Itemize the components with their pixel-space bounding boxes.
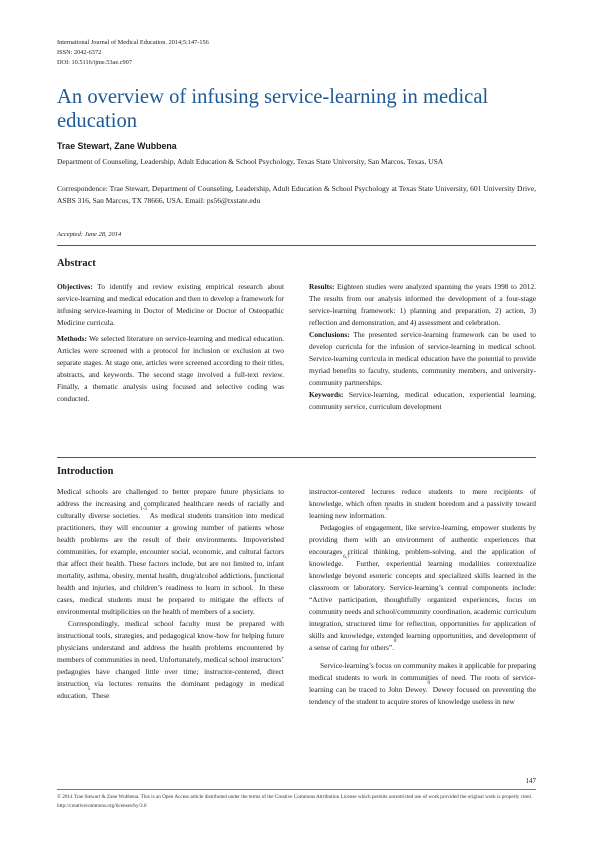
accepted-date: Accepted: June 28, 2014 xyxy=(57,231,122,238)
paragraph-text: As medical students transition into medical practitioners, they will encounter a growing number of patients whose health problems are the result of their environments. Impoverished communities, for example, encounter social, economic, and cultural factors that affect their health. These factors include, but are not limited to, infant mortality, asthma, obesity, mental health, drug/alcohol addictions, functional health and injuries, and children’s readiness to learn in school. xyxy=(57,511,284,592)
citation-ref[interactable]: 9 xyxy=(427,681,430,686)
abstract-heading: Abstract xyxy=(57,258,96,269)
paragraph-text: Service-learning’s focus on community makes it applicable for preparing medical students to work in communities of need. The roots of service-learning can be traced to John Dewey. xyxy=(309,661,536,694)
citation-ref[interactable]: 6 xyxy=(385,507,389,512)
intro-right-column xyxy=(309,486,536,708)
methods-text: We selected literature on service-learning and medical education. Articles were screened with a protocol for inclusion or exclusion at two separate stages. At stage one, articles were screened according to their titles, abstracts, and keywords. The second stage involved a full-text review. Finally, a thematic analysis using focused and selective coding was conducted. xyxy=(57,334,285,403)
intro-paragraph xyxy=(57,486,284,618)
paragraph-text: instructor-centered lectures reduce students to mere recipients of knowledge, which often results in student boredom and a passivity toward learning new information. xyxy=(309,487,536,520)
paragraph-text: Correspondingly, medical school faculty must be prepared with instructional tools, strategies, and pedagogical know-how for helping future physicians understand and address the health problems encountered by members of communities in need. Unfortunately, medical school instructors’ pedagogies have changed little over time; instructor-centered, direct instruction via lectures remains the dominant pedagogy in medical education. xyxy=(57,619,284,700)
article-title: An overview of infusing service-learning in medical education xyxy=(57,86,489,132)
methods-label: Methods: xyxy=(57,334,87,343)
paragraph-text: Pedagogies of engagement, like service-learning, empower students by providing them with an environment of authentic experiences that encourages critical thinking, problem-solving, and the application of knowledge. xyxy=(309,523,536,568)
intro-paragraph xyxy=(309,522,536,654)
section-divider xyxy=(57,457,536,458)
conclusions-text: The presented service-learning framework can be used to develop curricula for the infusion of service-learning in medical school. Service-learning curricula in medical education have the potential to provide myriad benefits to faculty, students, community members, and university-community partnerships. xyxy=(309,330,537,387)
abstract-conclusions xyxy=(309,329,536,389)
conclusions-label: Conclusions: xyxy=(309,330,350,339)
abstract-keywords xyxy=(309,389,536,413)
citation-ref[interactable]: 1-3 xyxy=(140,507,147,512)
objectives-text: To identify and review existing empirical research about service-learning and medical education and then to develop a framework for infusing service-learning in Doctor of Medicine or Doctor of Osteopathic Medicine curricula. xyxy=(57,282,284,327)
page-number: 147 xyxy=(525,777,536,785)
abstract-left-column xyxy=(57,281,284,405)
section-divider xyxy=(57,245,536,246)
journal-citation: International Journal of Medical Education. 2014;5:147-156 xyxy=(57,39,209,46)
journal-meta xyxy=(57,38,209,68)
intro-paragraph xyxy=(309,660,536,708)
results-text: Eighteen studies were analyzed spanning the years 1998 to 2012. The results from our analysis informed the development of a four-stage service-learning framework: 1) planning and preparation, 2) action, 3) reflection and demonstration, and 4) assessment and celebration. xyxy=(309,282,537,327)
article-page xyxy=(57,0,536,842)
journal-issn: ISSN: 2042-6372 xyxy=(57,49,102,56)
author-affiliation: Department of Counseling, Leadership, Adult Education & School Psychology, Texas State University, San Marcos, Texas, USA xyxy=(57,157,444,166)
keywords-label: Keywords: xyxy=(309,390,344,399)
paragraph-text: Further, experiential learning modalities contextualize knowledge beyond esoteric concepts and specialized skills learned in the classroom or laboratory. Service-learning’s central components include: “Active participation, thoughtfully organized experiences, focus on community needs and school/community coordination, academic curriculum integration, structured time for reflection, opportunities for application of skills and knowledge, extended learning opportunities, and development of a sense of caring for others”. xyxy=(309,559,536,652)
footer-divider xyxy=(57,789,536,790)
article-authors: Trae Stewart, Zane Wubbena xyxy=(57,141,177,151)
journal-doi[interactable]: DOI: 10.5116/ijme.53ae.c907 xyxy=(57,59,132,66)
abstract-results xyxy=(309,281,536,329)
correspondence: Correspondence: Trae Stewart, Department of Counseling, Leadership, Adult Education & School Psychology at Texas State University, 601 University Drive, ASBS 316, San Marcos, TX 78666, USA. Email: ps56@txstate.edu xyxy=(57,184,536,205)
keywords-text: Service-learning, medical education, experiential learning, community service, curriculum development xyxy=(309,390,536,411)
paragraph-text: These xyxy=(90,691,110,700)
introduction-heading: Introduction xyxy=(57,466,114,477)
citation-ref[interactable]: 5 xyxy=(87,687,91,692)
intro-paragraph xyxy=(57,618,284,702)
intro-left-column xyxy=(57,486,284,702)
citation-ref[interactable]: 6,7 xyxy=(343,555,350,560)
objectives-label: Objectives: xyxy=(57,282,93,291)
paragraph-text: Medical schools are challenged to better prepare future physicians to address the increasing and complicated healthcare needs of racially and culturally diverse societies. xyxy=(57,487,284,520)
citation-ref[interactable]: 4 xyxy=(253,579,257,584)
results-label: Results: xyxy=(309,282,335,291)
intro-paragraph xyxy=(309,486,536,522)
abstract-right-column xyxy=(309,281,536,413)
abstract-methods xyxy=(57,333,284,405)
paragraph-text: In these cases, medical students must be prepared to mitigate the effects of environmental multiplicities on the health of members of a society. xyxy=(57,583,284,616)
paragraph-text: Dewey focused on preventing the tendency of the student to acquire stores of knowledge useless in new xyxy=(309,685,537,706)
citation-ref[interactable]: 8 xyxy=(393,639,397,644)
license-footer: © 2014 Trae Stewart & Zane Wubbena. This is an Open Access article distributed under the terms of the Creative Commons Attribution License which permits unrestricted use of work provided the original work is properly cited. http://creativecommons.org/licenses/by/3.0 xyxy=(57,794,533,809)
abstract-objectives xyxy=(57,281,284,329)
